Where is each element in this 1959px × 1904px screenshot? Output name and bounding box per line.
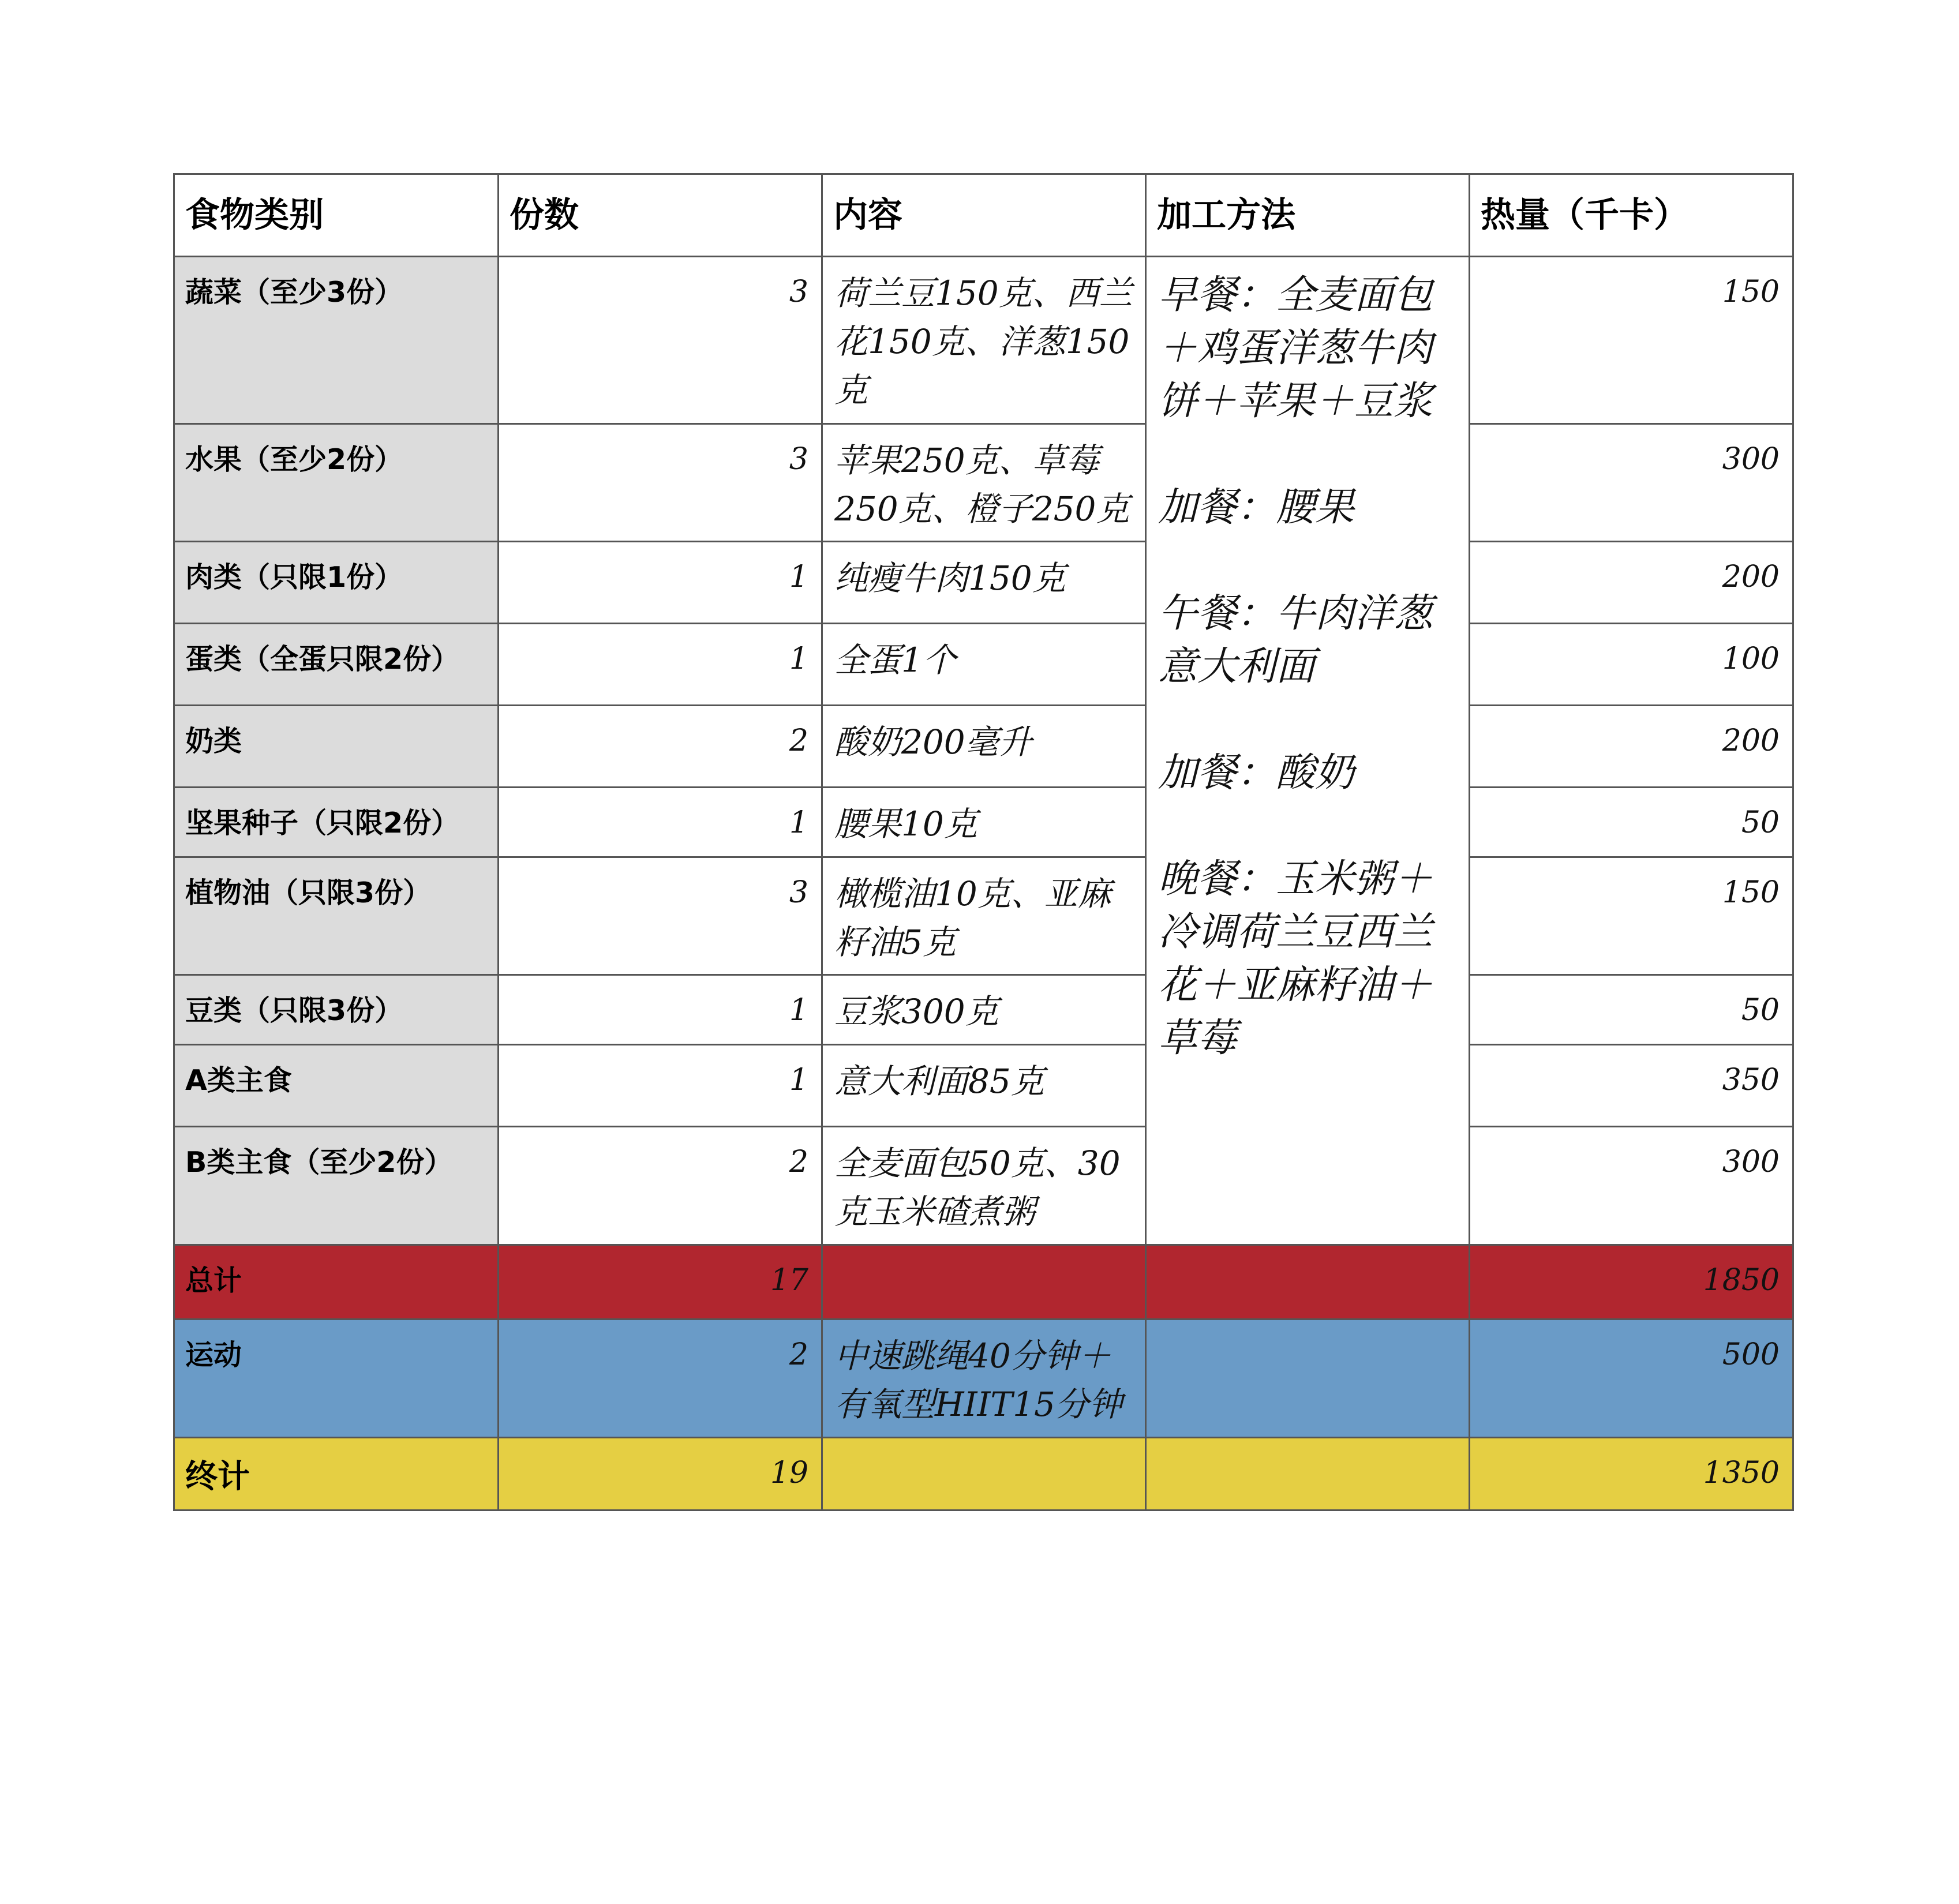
total-empty-method [1146, 1245, 1470, 1320]
row-kcal: 300 [1470, 1127, 1793, 1245]
final-kcal: 1350 [1470, 1438, 1793, 1511]
row-servings: 1 [499, 1045, 822, 1127]
row-category: 蛋类（全蛋只限2份） [174, 624, 499, 706]
row-category: 豆类（只限3份） [174, 975, 499, 1045]
final-row [174, 1438, 1793, 1511]
row-content: 腰果10克 [822, 788, 1146, 857]
row-category: 水果（至少2份） [174, 424, 499, 542]
row-content: 酸奶200毫升 [822, 706, 1146, 788]
row-content: 荷兰豆150克、西兰花150克、洋葱150克 [822, 257, 1146, 424]
row-servings: 3 [499, 857, 822, 975]
row-kcal: 50 [1470, 788, 1793, 857]
exercise-label: 运动 [174, 1320, 499, 1438]
cooking-method-cell [1146, 257, 1470, 1245]
final-empty-content [822, 1438, 1146, 1511]
total-label: 总计 [174, 1245, 499, 1320]
table-row [174, 424, 1793, 542]
row-kcal: 100 [1470, 624, 1793, 706]
final-label: 终计 [174, 1438, 499, 1511]
header-content: 内容 [822, 174, 1146, 257]
row-kcal: 200 [1470, 542, 1793, 624]
row-content: 豆浆300克 [822, 975, 1146, 1045]
total-empty-content [822, 1245, 1146, 1320]
row-content: 橄榄油10克、亚麻籽油5克 [822, 857, 1146, 975]
exercise-servings: 2 [499, 1320, 822, 1438]
diet-plan-table [173, 173, 1794, 1511]
row-category: A类主食 [174, 1045, 499, 1127]
table-row [174, 1045, 1793, 1127]
row-servings: 2 [499, 706, 822, 788]
method-snack-2: 加餐：酸奶 [1158, 750, 1355, 796]
exercise-empty-method [1146, 1320, 1470, 1438]
row-content: 全麦面包50克、30克玉米碴煮粥 [822, 1127, 1146, 1245]
row-category: 植物油（只限3份） [174, 857, 499, 975]
row-kcal: 150 [1470, 257, 1793, 424]
row-servings: 2 [499, 1127, 822, 1245]
row-kcal: 150 [1470, 857, 1793, 975]
exercise-row [174, 1320, 1793, 1438]
row-servings: 3 [499, 424, 822, 542]
table-row [174, 857, 1793, 975]
method-breakfast: 早餐：全麦面包＋鸡蛋洋葱牛肉饼＋苹果＋豆浆 [1158, 272, 1433, 424]
exercise-kcal: 500 [1470, 1320, 1793, 1438]
row-servings: 1 [499, 788, 822, 857]
row-category: 奶类 [174, 706, 499, 788]
table-row [174, 542, 1793, 624]
header-row [174, 174, 1793, 257]
table-row [174, 788, 1793, 857]
table-row [174, 257, 1793, 424]
final-empty-method [1146, 1438, 1470, 1511]
table-row [174, 624, 1793, 706]
row-content: 苹果250克、草莓250克、橙子250克 [822, 424, 1146, 542]
table-row [174, 706, 1793, 788]
row-content: 意大利面85克 [822, 1045, 1146, 1127]
row-content: 全蛋1个 [822, 624, 1146, 706]
row-kcal: 350 [1470, 1045, 1793, 1127]
method-lunch: 午餐：牛肉洋葱意大利面 [1158, 591, 1433, 689]
method-dinner: 晚餐：玉米粥＋冷调荷兰豆西兰花＋亚麻籽油＋草莓 [1158, 856, 1433, 1061]
row-kcal: 200 [1470, 706, 1793, 788]
row-category: 肉类（只限1份） [174, 542, 499, 624]
table-row [174, 975, 1793, 1045]
exercise-content: 中速跳绳40分钟＋有氧型HIIT15分钟 [822, 1320, 1146, 1438]
total-row [174, 1245, 1793, 1320]
row-kcal: 50 [1470, 975, 1793, 1045]
row-kcal: 300 [1470, 424, 1793, 542]
header-servings: 份数 [499, 174, 822, 257]
table-row [174, 1127, 1793, 1245]
total-servings: 17 [499, 1245, 822, 1320]
row-content: 纯瘦牛肉150克 [822, 542, 1146, 624]
row-category: B类主食（至少2份） [174, 1127, 499, 1245]
header-food-category: 食物类别 [174, 174, 499, 257]
row-servings: 1 [499, 624, 822, 706]
row-servings: 3 [499, 257, 822, 424]
header-cooking-method: 加工方法 [1146, 174, 1470, 257]
final-servings: 19 [499, 1438, 822, 1511]
header-calories: 热量（千卡） [1470, 174, 1793, 257]
method-snack-1: 加餐：腰果 [1158, 485, 1355, 530]
row-servings: 1 [499, 975, 822, 1045]
row-category: 蔬菜（至少3份） [174, 257, 499, 424]
row-servings: 1 [499, 542, 822, 624]
row-category: 坚果种子（只限2份） [174, 788, 499, 857]
total-kcal: 1850 [1470, 1245, 1793, 1320]
